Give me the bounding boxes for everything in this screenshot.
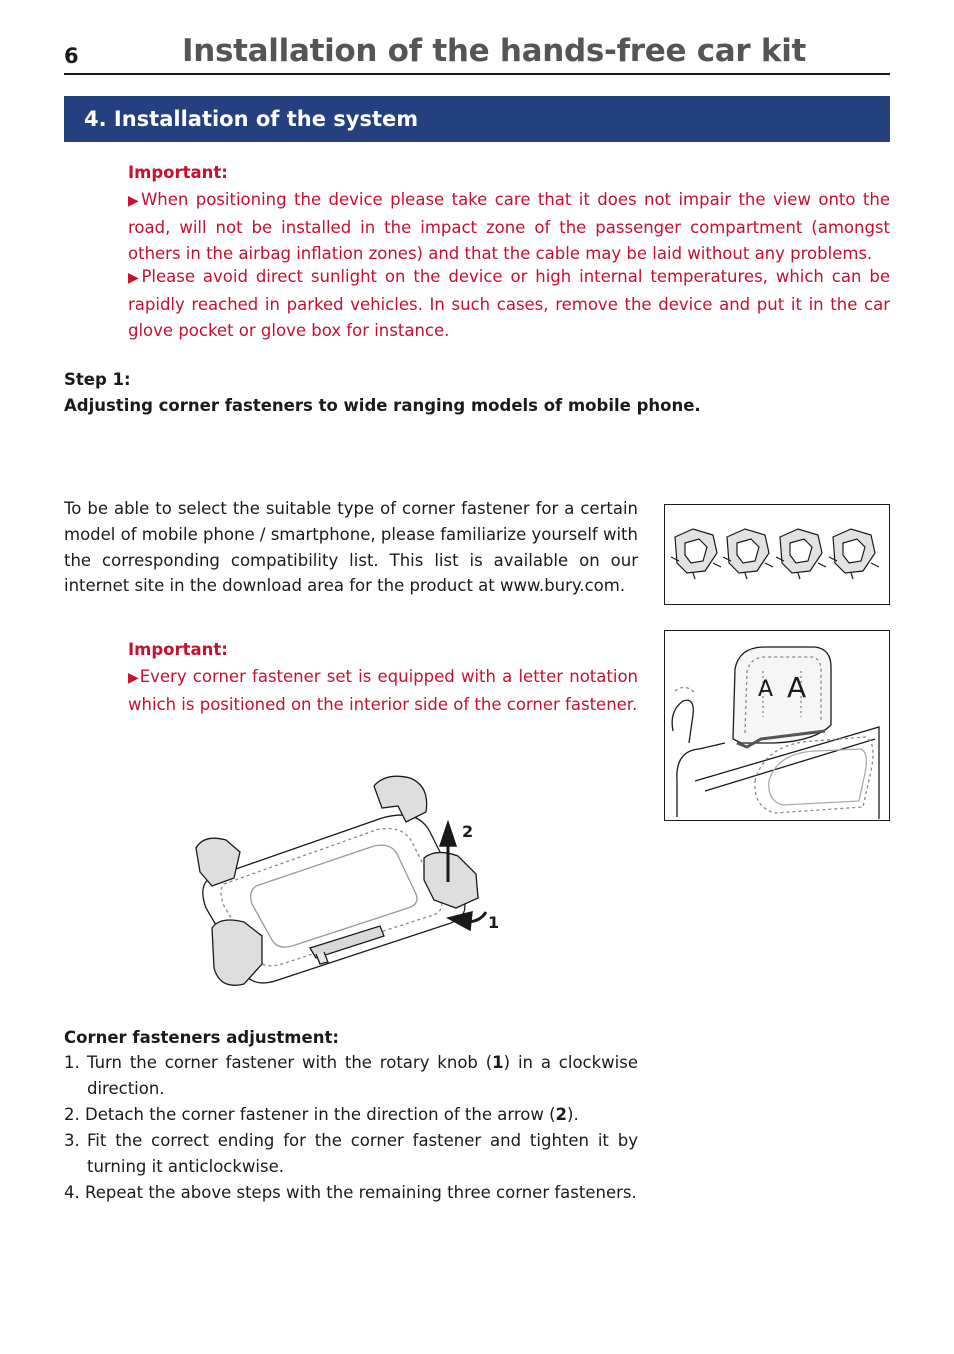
step-number: 2. — [64, 1105, 80, 1124]
step-title: Adjusting corner fasteners to wide ranging models of mobile phone. — [64, 396, 701, 415]
bullet-triangle-icon: ▶ — [128, 193, 141, 209]
step-text: Turn the corner fastener with the rotary knob ( — [87, 1053, 493, 1072]
adjustment-step — [64, 1050, 638, 1102]
step-reference: 1 — [492, 1053, 504, 1072]
adjustment-step — [64, 1180, 664, 1206]
holder-adjustment-illustration — [186, 768, 506, 996]
adjustment-step — [64, 1128, 638, 1180]
page-title: Installation of the hands-free car kit — [182, 33, 807, 69]
title-rule — [64, 73, 890, 75]
important-item — [128, 664, 638, 718]
step-text: Fit the correct ending for the corner fastener and tighten it by turning it anticlockwise. — [87, 1131, 638, 1176]
letter-notation-figure — [664, 630, 890, 821]
step-text: Detach the corner fastener in the direction of the arrow ( — [85, 1105, 556, 1124]
intro-paragraph: To be able to select the suitable type of corner fastener for a certain model of mobile phone / smartphone, please familiarize yourself with the corresponding compatibility list. This list is available on our internet site in the download area for the product at www.bury.com. — [64, 499, 638, 596]
step-number: 4. — [64, 1183, 80, 1202]
fastener-letter-small: A — [758, 677, 774, 702]
step-number: 1. — [64, 1053, 80, 1072]
step-label: Step 1: — [64, 370, 131, 389]
letter-notation-illustration — [665, 631, 888, 819]
important-item-text: Please avoid direct sunlight on the device or high internal temperatures, which can be rapidly reached in parked vehicles. In such cases, remove the device and put it in the car glove pocket or glove box for instance. — [128, 267, 890, 340]
important-label: Important: — [128, 640, 228, 659]
adjustment-step — [64, 1102, 638, 1128]
arrow-label-1: 1 — [488, 913, 500, 932]
important-item — [128, 264, 890, 343]
bullet-triangle-icon: ▶ — [128, 670, 140, 686]
section-heading: 4. Installation of the system — [84, 107, 419, 131]
step-reference: 2 — [555, 1105, 568, 1124]
holder-adjustment-figure — [186, 768, 506, 996]
adjustment-title: Corner fasteners adjustment: — [64, 1028, 339, 1047]
corner-fasteners-figure — [664, 504, 890, 605]
fastener-letter-large: A — [787, 671, 807, 704]
page-number: 6 — [64, 44, 79, 68]
important-item — [128, 187, 890, 266]
arrow-label-2: 2 — [462, 822, 474, 841]
corner-fasteners-illustration — [665, 505, 888, 603]
important-item-text: Every corner fastener set is equipped with a letter notation which is positioned on the interior side of the corner fastener. — [128, 667, 638, 714]
bullet-triangle-icon: ▶ — [128, 270, 142, 286]
important-item-text: When positioning the device please take care that it does not impair the view onto the road, will not be installed in the impact zone of the passenger compartment (amongst others in the airbag inflation zones) and that the cable may be laid without any problems. — [128, 190, 890, 263]
step-text: ) in a clockwise direction. — [87, 1053, 638, 1098]
step-text: Repeat the above steps with the remaining three corner fasteners. — [85, 1183, 637, 1202]
step-number: 3. — [64, 1131, 80, 1150]
step-text: ). — [567, 1105, 579, 1124]
important-label: Important: — [128, 163, 228, 182]
